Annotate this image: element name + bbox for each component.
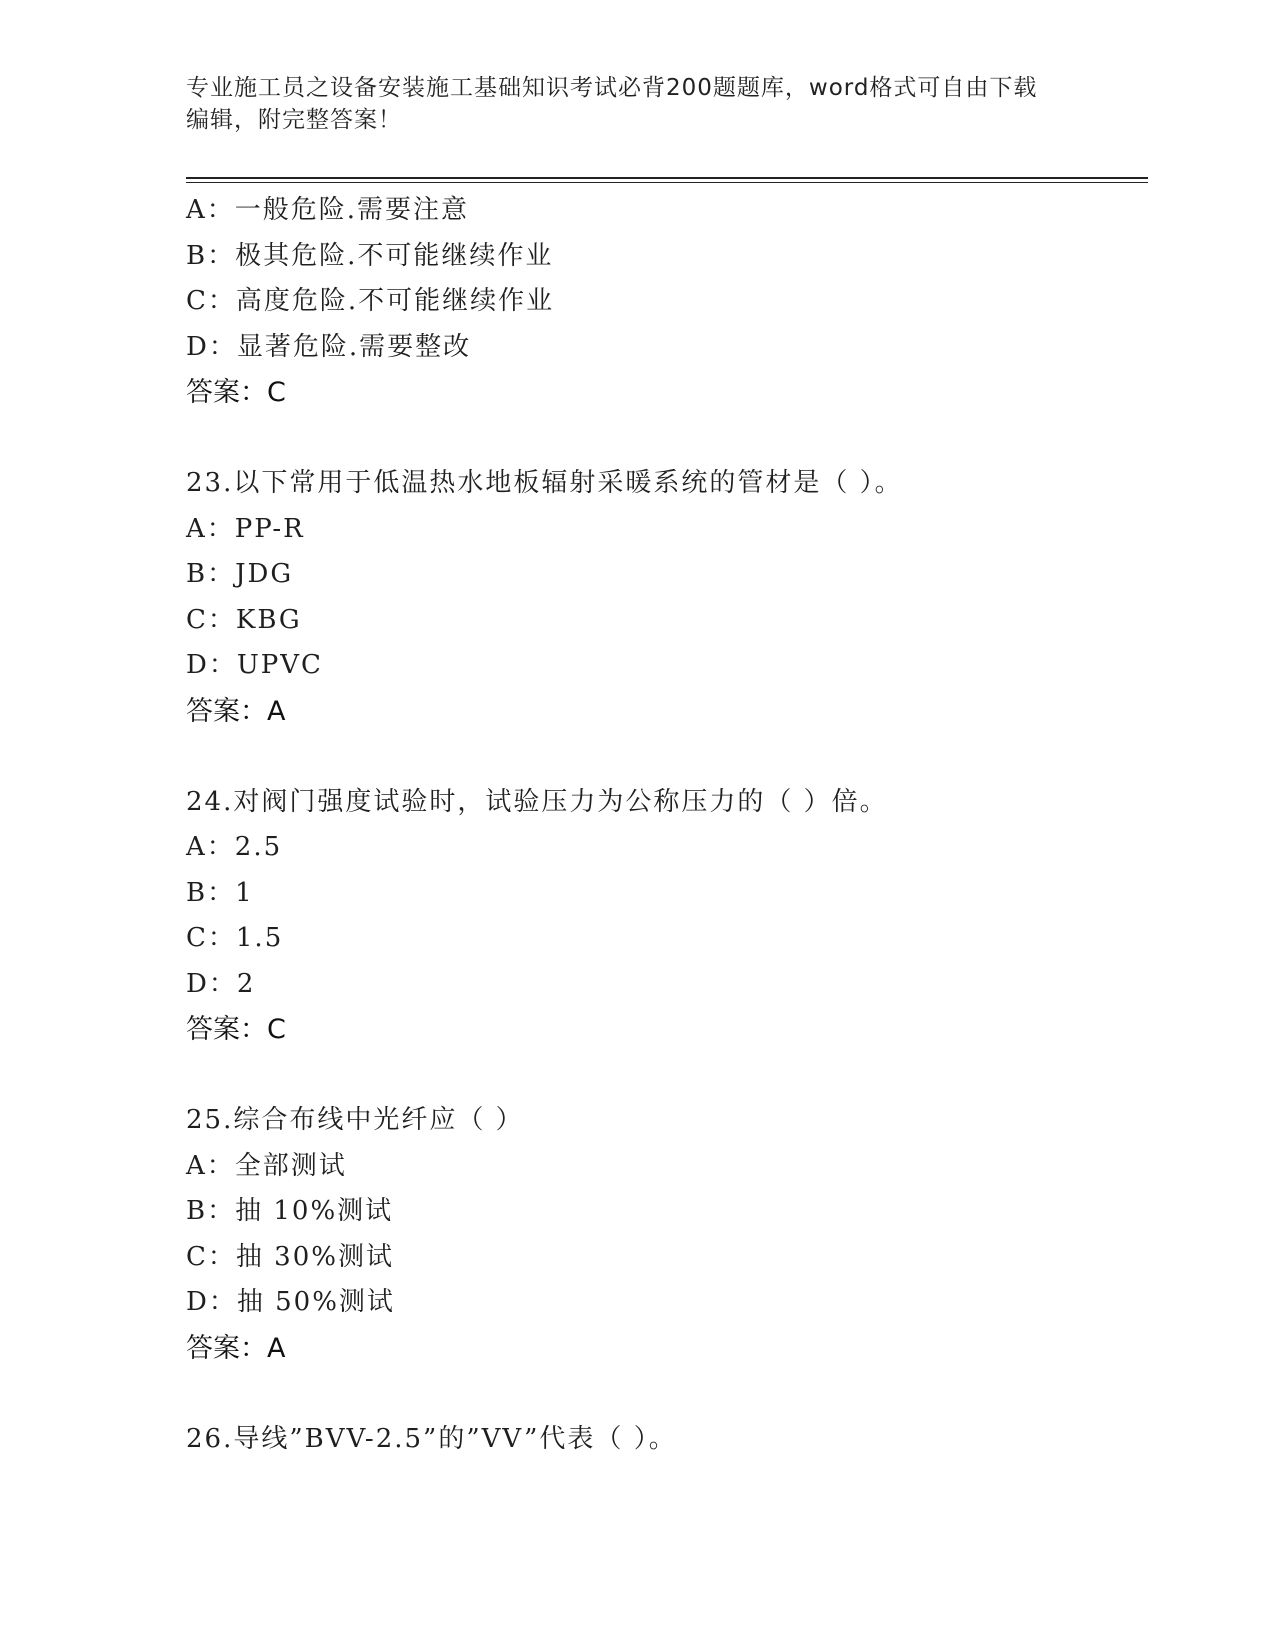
header-line-1: 专业施工员之设备安装施工基础知识考试必背200题题库，word格式可自由下载: [186, 75, 1038, 101]
spacer: [186, 1371, 1146, 1417]
option-d: D：显著危险.需要整改: [186, 331, 472, 362]
option-c: C：高度危险.不可能继续作业: [186, 286, 555, 316]
option-d: D：2: [186, 968, 256, 999]
answer-line: 答案：A: [186, 695, 286, 727]
answer-line: 答案：C: [186, 377, 286, 408]
spacer: [186, 734, 1146, 780]
question-content: [186, 188, 1146, 1462]
option-a: A：PP-R: [186, 513, 305, 544]
question-stem: 23.以下常用于低温热水地板辐射采暖系统的管材是（ ）。: [186, 468, 903, 498]
option-a: A：全部测试: [186, 1150, 347, 1181]
question-stem: 24.对阀门强度试验时，试验压力为公称压力的（ ）倍。: [186, 786, 888, 817]
question-stem: 25.综合布线中光纤应（ ）: [186, 1105, 524, 1135]
question-24: [186, 780, 1146, 1053]
option-a: A：一般危险.需要注意: [186, 195, 470, 225]
option-c: C：1.5: [186, 923, 284, 953]
answer-line: 答案：C: [186, 1014, 286, 1045]
option-c: C：KBG: [186, 604, 302, 635]
answer-line: 答案：A: [186, 1332, 286, 1364]
option-d: D：抽 50%测试: [186, 1287, 395, 1317]
question-22-continuation: [186, 188, 1146, 416]
document-header: [186, 72, 1066, 136]
header-rule-thin: [186, 182, 1148, 183]
spacer: [186, 416, 1146, 462]
option-d: D：UPVC: [186, 650, 323, 680]
option-b: B：抽 10%测试: [186, 1196, 394, 1226]
option-a: A：2.5: [186, 832, 283, 862]
question-23: [186, 461, 1146, 734]
spacer: [186, 1053, 1146, 1099]
header-line-2: 编辑，附完整答案！: [186, 107, 402, 133]
question-25: [186, 1098, 1146, 1371]
option-b: B：极其危险.不可能继续作业: [186, 240, 554, 271]
option-b: B：JDG: [186, 559, 294, 589]
header-rule-thick: [186, 177, 1148, 179]
question-26: [186, 1417, 1146, 1463]
option-b: B：1: [186, 877, 254, 908]
option-c: C：抽 30%测试: [186, 1241, 394, 1272]
question-stem: 26.导线”BVV-2.5”的”VV”代表（ ）。: [186, 1423, 677, 1454]
